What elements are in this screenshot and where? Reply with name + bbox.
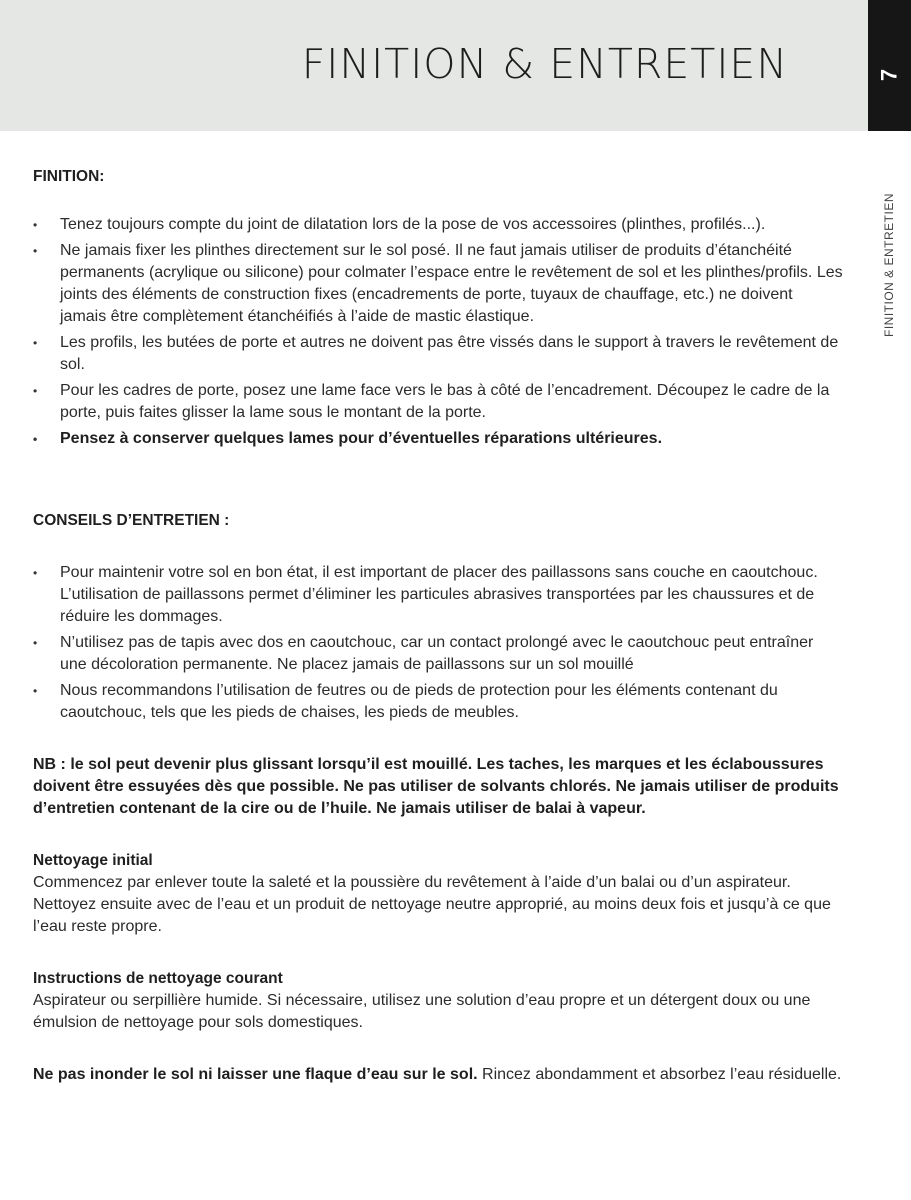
- nb-warning: NB : le sol peut devenir plus glissant lorsqu’il est mouillé. Les taches, les marques et les éclaboussures doivent être essuyées dès que possible. Ne pas utiliser de solvants chlorés. Ne jamais utiliser de produits d’entretien contenant de la cire ou de l’huile. Ne jamais utiliser de balai à vapeur.: [33, 756, 839, 817]
- page-tab: [868, 0, 911, 131]
- entretien-list: [33, 562, 843, 724]
- final-note-text: Rincez abondamment et absorbez l’eau résiduelle.: [477, 1066, 842, 1083]
- list-item: • Pour les cadres de porte, posez une lame face vers le bas à côté de l’encadrement. Découpez le cadre de la porte, puis faites glisser la lame sous le montant de la porte.: [33, 380, 843, 424]
- side-section-label: FINITION & ENTRETIEN: [882, 192, 896, 338]
- nettoyage-initial-text: Commencez par enlever toute la saleté et la poussière du revêtement à l’aide d’un balai ou d’un aspirateur. Nettoyez ensuite avec de l’eau et un produit de nettoyage neutre approprié, au moins deux fois et jusqu’à ce que l’eau reste propre.: [33, 874, 831, 935]
- page-title: FINITION & ENTRETIEN: [301, 40, 788, 88]
- nettoyage-initial-heading: Nettoyage initial: [33, 852, 153, 869]
- list-item: • N’utilisez pas de tapis avec dos en caoutchouc, car un contact prolongé avec le caoutchouc peut entraîner une décoloration permanente. Ne placez jamais de paillassons sur un sol mouillé: [33, 632, 843, 676]
- header-band: [0, 0, 868, 131]
- final-note-bold: Ne pas inonder le sol ni laisser une flaque d’eau sur le sol.: [33, 1066, 478, 1083]
- list-item: • Les profils, les butées de porte et autres ne doivent pas être vissés dans le support à travers le revêtement de sol.: [33, 332, 843, 376]
- nettoyage-courant-text: Aspirateur ou serpillière humide. Si nécessaire, utilisez une solution d’eau propre et un détergent doux ou une émulsion de nettoyage pour sols domestiques.: [33, 992, 811, 1031]
- page-number: 7: [876, 68, 902, 82]
- nettoyage-courant-heading: Instructions de nettoyage courant: [33, 970, 283, 987]
- list-item: • Tenez toujours compte du joint de dilatation lors de la pose de vos accessoires (plinthes, profilés...).: [33, 214, 843, 236]
- list-item: • Nous recommandons l’utilisation de feutres ou de pieds de protection pour les éléments contenant du caoutchouc, tels que les pieds de chaises, les pieds de meubles.: [33, 680, 843, 724]
- entretien-heading: CONSEILS D’ENTRETIEN :: [33, 512, 230, 529]
- list-item: • Pour maintenir votre sol en bon état, il est important de placer des paillassons sans couche en caoutchouc. L’utilisation de paillassons permet d’éliminer les particules abrasives transportées par les chaussures et de réduire les dommages.: [33, 562, 843, 628]
- finition-list: [33, 214, 843, 450]
- list-item: • Pensez à conserver quelques lames pour d’éventuelles réparations ultérieures.: [33, 428, 843, 450]
- finition-heading: FINITION:: [33, 168, 105, 185]
- final-note: [33, 1064, 843, 1086]
- page-content: [33, 166, 843, 1086]
- list-item: • Ne jamais fixer les plinthes directement sur le sol posé. Il ne faut jamais utiliser de produits d’étanchéité permanents (acrylique ou silicone) pour colmater l’espace entre le revêtement de sol et les plinthes/profils. Les joints des éléments de construction fixes (encadrements de porte, tuyaux de chauffage, etc.) ne doivent jamais être complètement étanchéifiés à l’aide de mastic élastique.: [33, 240, 843, 328]
